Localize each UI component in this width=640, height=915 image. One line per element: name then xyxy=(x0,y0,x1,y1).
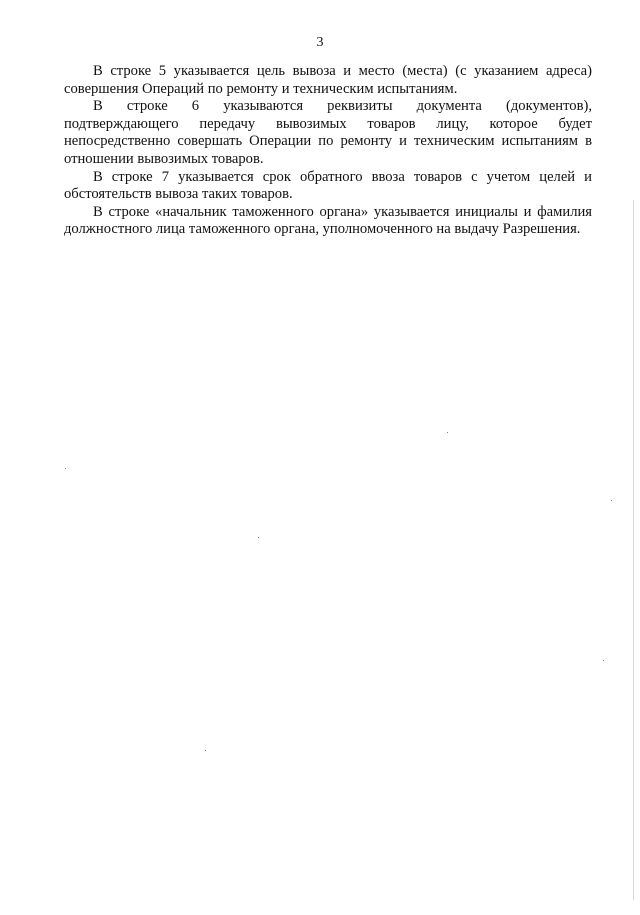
scan-speck xyxy=(611,500,612,501)
scan-speck xyxy=(603,660,604,661)
paragraph-line-5 xyxy=(64,63,592,98)
paragraph-customs-head xyxy=(64,204,592,239)
text-line: В строке «начальник таможенного органа» указывается инициалы и фамилия xyxy=(93,203,592,220)
scan-speck xyxy=(447,432,448,433)
page-number: 3 xyxy=(316,35,324,50)
text-line: непосредственно совершать Операции по ремонту и техническим испытаниям в xyxy=(64,133,592,150)
scan-speck xyxy=(205,750,206,751)
text-line: обстоятельств вывоза таких товаров. xyxy=(64,186,293,203)
scan-edge-shadow xyxy=(633,200,634,900)
text-line: В строке 6 указываются реквизиты документа (документов), xyxy=(93,98,592,115)
text-line: В строке 7 указывается срок обратного ввоза товаров с учетом целей и xyxy=(93,168,592,185)
paragraph-line-6 xyxy=(64,98,592,168)
text-line: подтверждающего передачу вывозимых товаров лицу, которое будет xyxy=(64,115,592,132)
document-body xyxy=(64,63,592,239)
text-line: должностного лица таможенного органа, уполномоченного на выдачу Разрешения. xyxy=(64,221,581,238)
scan-speck xyxy=(65,468,66,469)
paragraph-line-7 xyxy=(64,169,592,204)
scan-speck xyxy=(258,537,259,538)
text-line: В строке 5 указывается цель вывоза и место (места) (с указанием адреса) xyxy=(93,63,592,79)
text-line: отношении вывозимых товаров. xyxy=(64,150,264,167)
text-line: совершения Операций по ремонту и техническим испытаниям. xyxy=(64,80,458,97)
